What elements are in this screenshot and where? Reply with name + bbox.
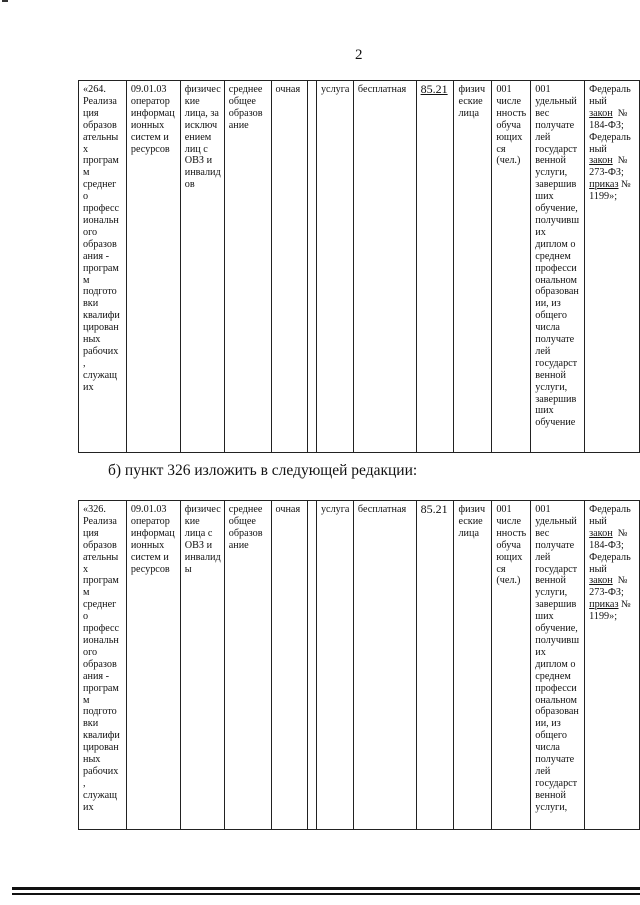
cell-profession: 09.01.03 оператор информац ионных систем и ресурсов (126, 81, 180, 453)
table-item-326 (78, 500, 640, 830)
table-row (79, 501, 640, 830)
cell-education-level: среднее общее образов ание (224, 81, 271, 453)
cell-okved: 85.21 (416, 81, 454, 453)
cell-profession: 09.01.03 оператор информац ионных систем и ресурсов (126, 501, 180, 830)
footer-rule (12, 887, 640, 890)
cell-quality-indicator: 001 удельный вес получате лей государст венной услуги, завершив ших обучение, получивш их диплом о среднем професси ональном образован ии, из общего числа получате лей государст венной услуги, завершив ших обучение (531, 81, 585, 453)
cell-service-name: «326. Реализа ция образов ательны х програм м среднег о професс иональн ого образов ания - програм м подгото вки квалифи цирован ных рабочих , служащ их (79, 501, 127, 830)
cell-empty (308, 501, 317, 830)
footer-rule-thin (12, 893, 640, 895)
caption: б) пункт 326 изложить в следующей редакции: (108, 462, 418, 479)
table-row (79, 81, 640, 453)
cell-volume-indicator: 001 числе нность обуча ющих ся (чел.) (492, 81, 531, 453)
cell-type: услуга (316, 81, 353, 453)
cell-legal-basis: Федераль ный закон № 184-ФЗ; Федераль ный закон № 273-ФЗ; приказ № 1199»; (585, 501, 640, 830)
page-number: 2 (355, 47, 363, 63)
cell-category: физичес кие лица, за исключ ением лиц с ОВЗ и инвалид ов (180, 81, 224, 453)
cell-service-name: «264. Реализа ция образов ательны х програм м среднег о професс иональн ого образов ания - програм м подгото вки квалифи цирован ных рабочих , служащ их (79, 81, 127, 453)
cell-type: услуга (316, 501, 353, 830)
scan-mark (2, 0, 8, 2)
cell-okved: 85.21 (416, 501, 454, 830)
cell-legal-basis: Федераль ный закон № 184-ФЗ; Федераль ный закон № 273-ФЗ; приказ № 1199»; (585, 81, 640, 453)
cell-consumers: физич еские лица (454, 81, 492, 453)
cell-consumers: физич еские лица (454, 501, 492, 830)
cell-volume-indicator: 001 числе нность обуча ющих ся (чел.) (492, 501, 531, 830)
cell-study-form: очная (271, 81, 308, 453)
cell-education-level: среднее общее образов ание (224, 501, 271, 830)
cell-payment: бесплатная (353, 81, 416, 453)
cell-empty (308, 81, 317, 453)
table-item-264 (78, 80, 640, 453)
cell-category: физичес кие лица с ОВЗ и инвалид ы (180, 501, 224, 830)
cell-quality-indicator: 001 удельный вес получате лей государст венной услуги, завершив ших обучение, получивш их диплом о среднем професси ональном образован ии, из общего числа получате лей государст венной услуги, (531, 501, 585, 830)
cell-study-form: очная (271, 501, 308, 830)
cell-payment: бесплатная (353, 501, 416, 830)
